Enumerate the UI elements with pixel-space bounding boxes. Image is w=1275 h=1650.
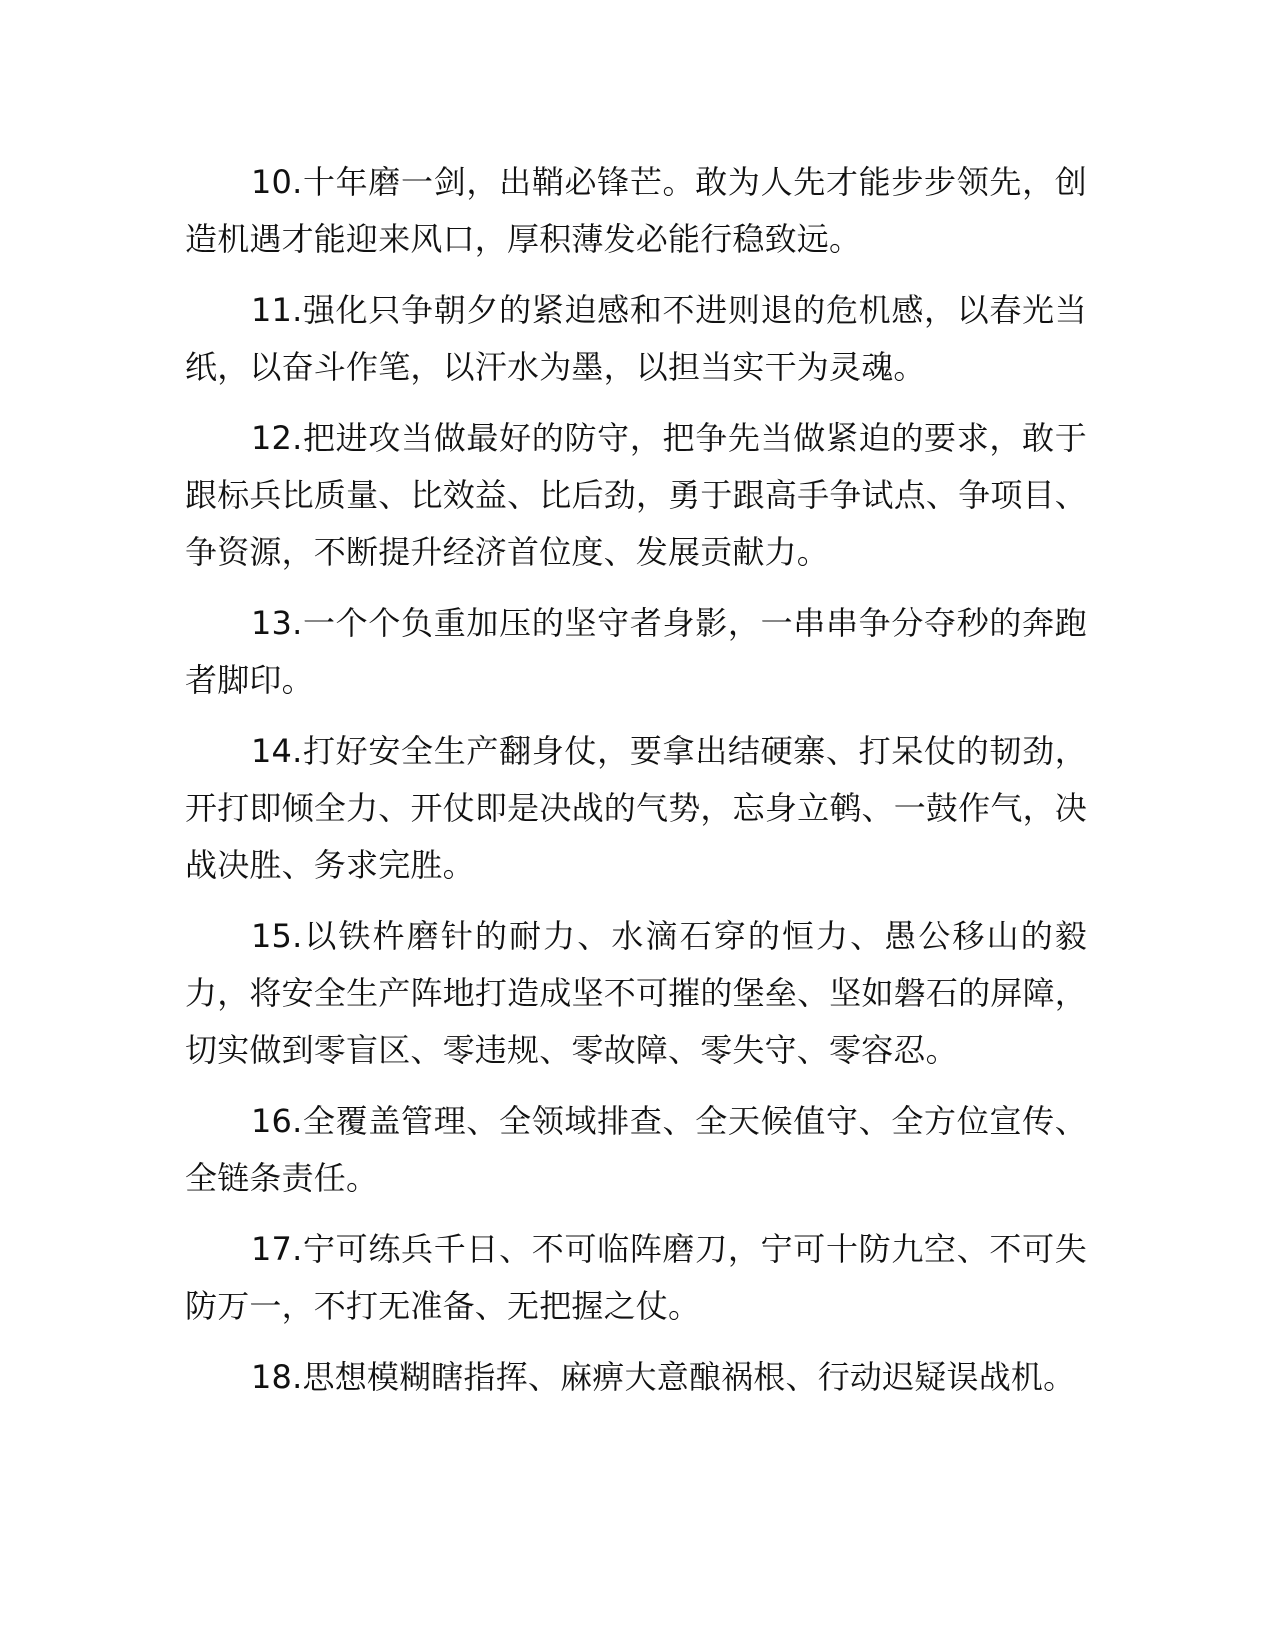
paragraph-12: 12.把进攻当做最好的防守，把争先当做紧迫的要求，敢于跟标兵比质量、比效益、比后劲，勇于跟高手争试点、争项目、争资源，不断提升经济首位度、发展贡献力。 — [185, 419, 1087, 571]
paragraph-14: 14.打好安全生产翻身仗，要拿出结硬寨、打呆仗的韧劲，开打即倾全力、开仗即是决战的气势，忘身立鹌、一鼓作气，决战决胜、务求完胜。 — [185, 732, 1087, 884]
document-body — [185, 154, 1087, 1420]
paragraph-18: 18.思想模糊瞎指挥、麻痹大意酿祸根、行动迟疑误战机。 — [251, 1358, 1076, 1396]
paragraph-17: 17.宁可练兵千日、不可临阵磨刀，宁可十防九空、不可失防万一，不打无准备、无把握之仗。 — [185, 1230, 1087, 1325]
paragraph-11: 11.强化只争朝夕的紧迫感和不进则退的危机感，以春光当纸，以奋斗作笔，以汗水为墨，以担当实干为灵魂。 — [185, 291, 1087, 386]
paragraph-15: 15.以铁杵磨针的耐力、水滴石穿的恒力、愚公移山的毅力，将安全生产阵地打造成坚不可摧的堡垒、坚如磐石的屏障，切实做到零盲区、零违规、零故障、零失守、零容忍。 — [185, 917, 1087, 1069]
paragraph-13: 13.一个个负重加压的坚守者身影，一串串争分夺秒的奔跑者脚印。 — [185, 604, 1087, 699]
paragraph-16: 16.全覆盖管理、全领域排查、全天候值守、全方位宣传、全链条责任。 — [185, 1102, 1087, 1197]
paragraph-10: 10.十年磨一剑，出鞘必锋芒。敢为人先才能步步领先，创造机遇才能迎来风口，厚积薄发必能行稳致远。 — [185, 163, 1087, 258]
